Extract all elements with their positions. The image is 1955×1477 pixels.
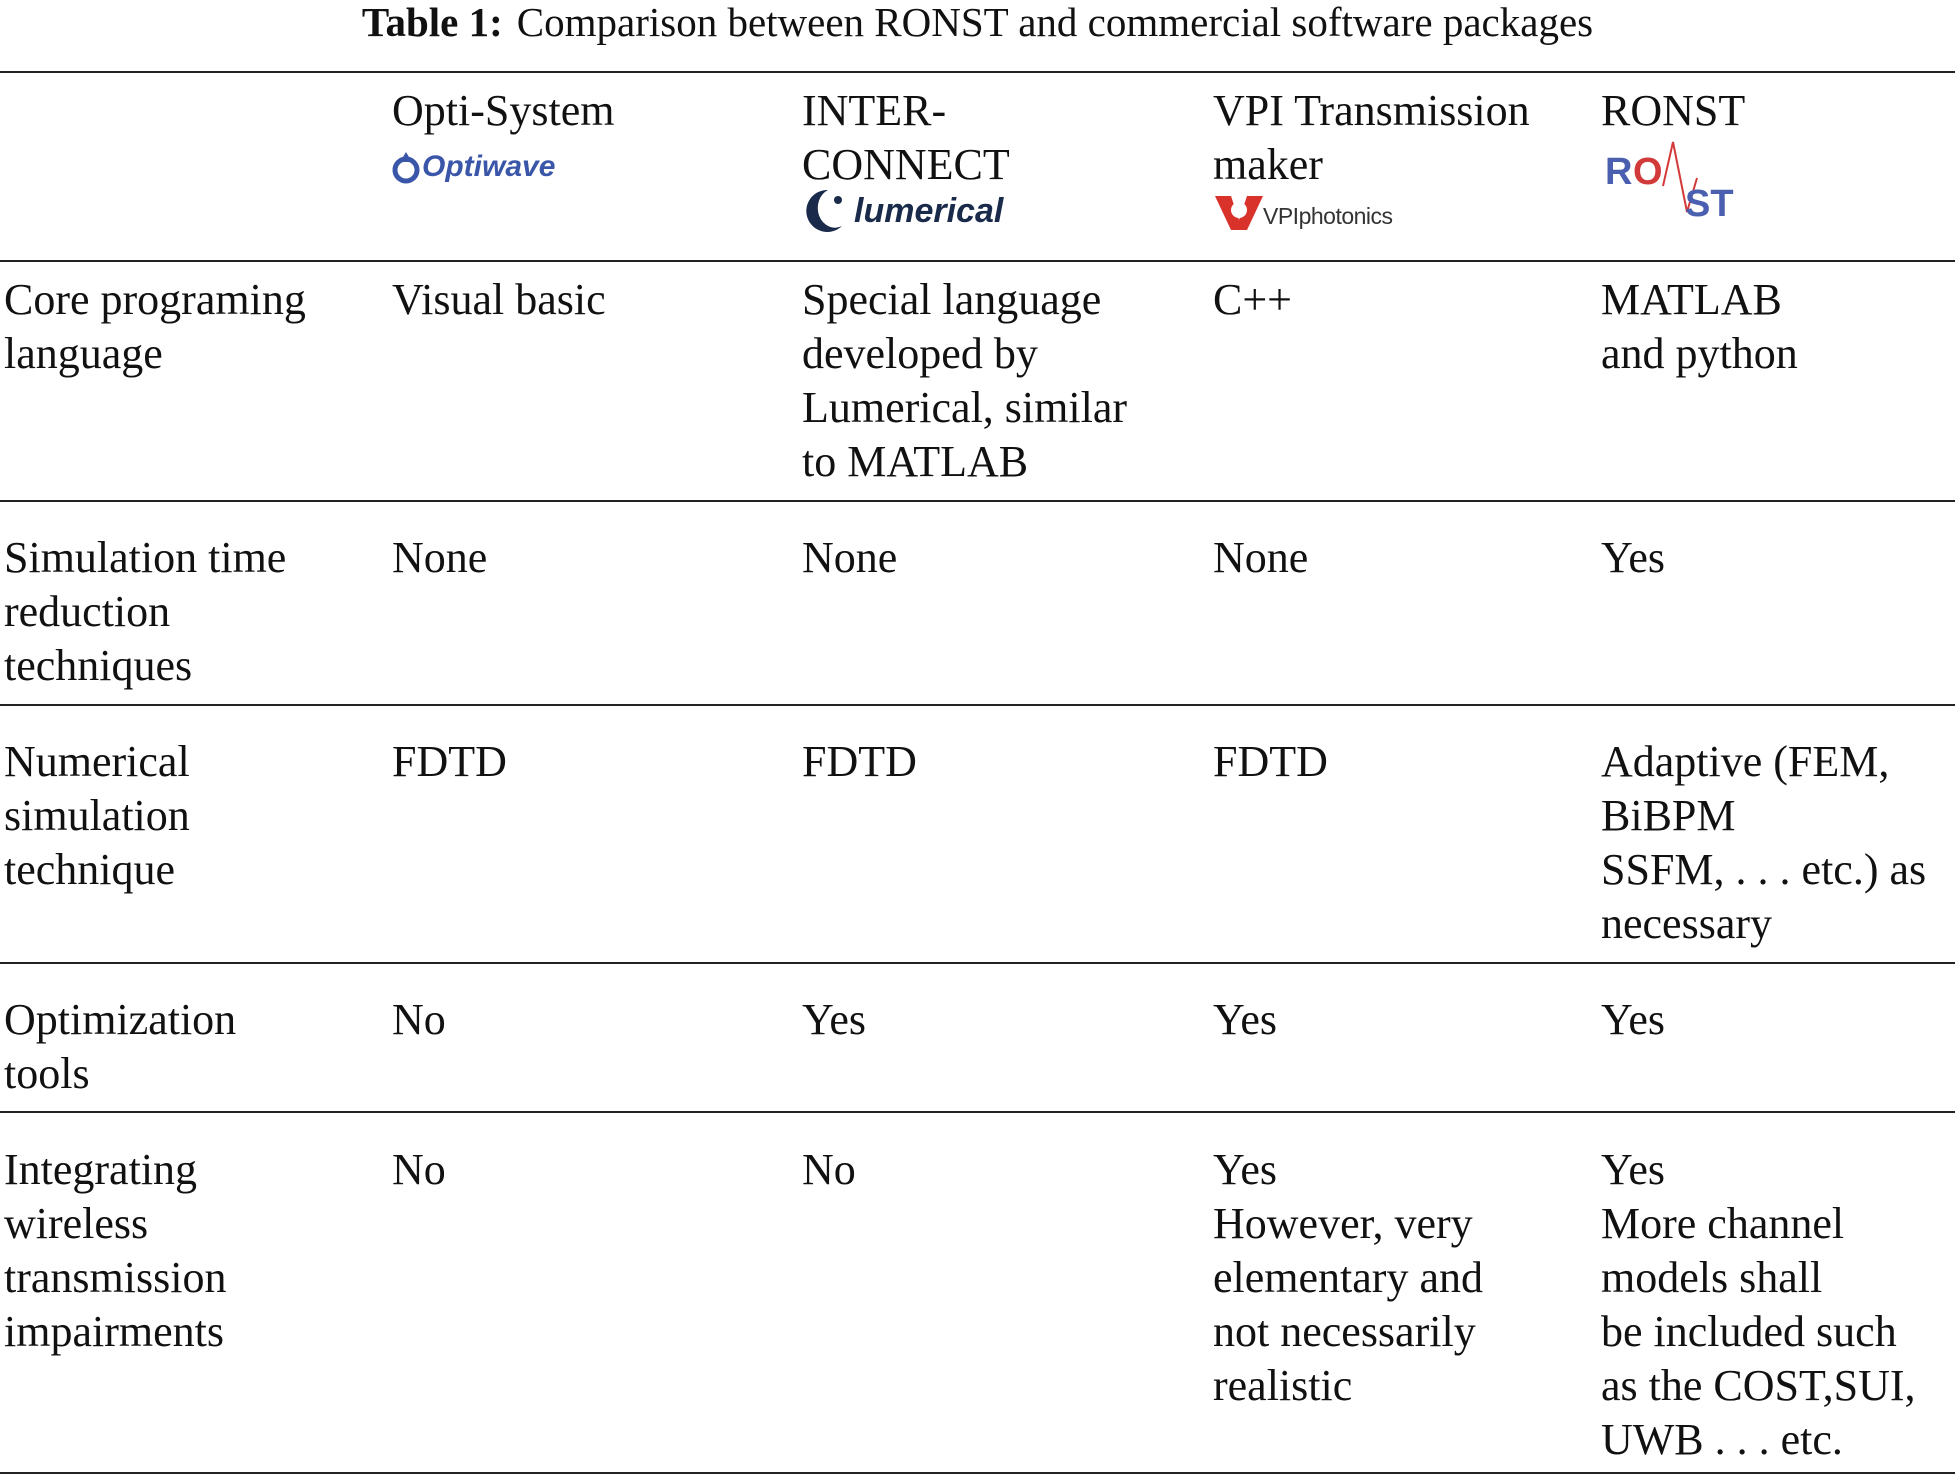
row-1-optisystem: Visual basic [392,275,606,324]
row-3-ronst: Adaptive (FEM, BiBPM SSFM, . . . etc.) as necessary [1601,737,1927,948]
row-5-interconnect: No [802,1145,856,1194]
row-3-optisystem: FDTD [392,737,507,786]
row-5-vpi: Yes However, very elementary and not necessarily realistic [1213,1145,1483,1410]
header-interconnect: INTER- CONNECT [802,86,1010,189]
row-2-interconnect: None [802,533,898,582]
row-2-vpi: None [1213,533,1309,582]
row-4-interconnect: Yes [802,995,867,1044]
row-4-vpi: Yes [1213,995,1278,1044]
header-optisystem: Opti-System [392,86,615,135]
row-3-vpi: FDTD [1213,737,1328,786]
row-2-optisystem: None [392,533,488,582]
rule-row-1 [0,500,1955,502]
row-2-ronst: Yes [1601,533,1666,582]
rule-bottom [0,1472,1955,1474]
rule-top [0,71,1955,73]
svg-text:ST: ST [1685,183,1734,222]
row-5-label: Integrating wireless transmission impairments [4,1145,227,1356]
rule-row-3 [0,962,1955,964]
svg-text:O: O [1633,151,1663,193]
caption-text: Comparison between RONST and commercial software packages [516,0,1594,45]
vpi-logo [1213,190,1423,239]
ronst-logo [1601,138,1761,227]
rule-row-2 [0,704,1955,706]
row-2-label: Simulation time reduction techniques [4,533,287,690]
row-3-label: Numerical simulation technique [4,737,190,894]
caption-label: Table 1: [361,0,503,45]
lumerical-logo-text: lumerical [854,192,1004,230]
rule-header [0,260,1955,262]
ronst-logo-text: RONST [1601,138,1605,139]
row-1-vpi: C++ [1213,275,1292,324]
row-4-ronst: Yes [1601,995,1666,1044]
optiwave-logo-text: Optiwave [422,150,556,183]
row-4-label: Optimization tools [4,995,237,1098]
row-5-optisystem: No [392,1145,446,1194]
vpi-logo-text: VPIphotonics [1263,203,1393,229]
svg-text:R: R [1605,151,1633,193]
table-caption [0,0,1955,44]
row-1-interconnect: Special language developed by Lumerical, similar to MATLAB [802,275,1127,486]
row-5-ronst: Yes More channel models shall be included such as the COST,SUI, UWB . . . etc. [1601,1145,1916,1464]
row-4-optisystem: No [392,995,446,1044]
header-vpi: VPI Transmission maker [1213,86,1530,189]
lumerical-logo [802,186,1022,241]
row-1-ronst: MATLAB and python [1601,275,1798,378]
row-3-interconnect: FDTD [802,737,917,786]
row-1-label: Core programing language [4,275,306,378]
header-ronst: RONST [1601,86,1746,135]
rule-row-4 [0,1111,1955,1113]
optiwave-logo [392,140,572,193]
